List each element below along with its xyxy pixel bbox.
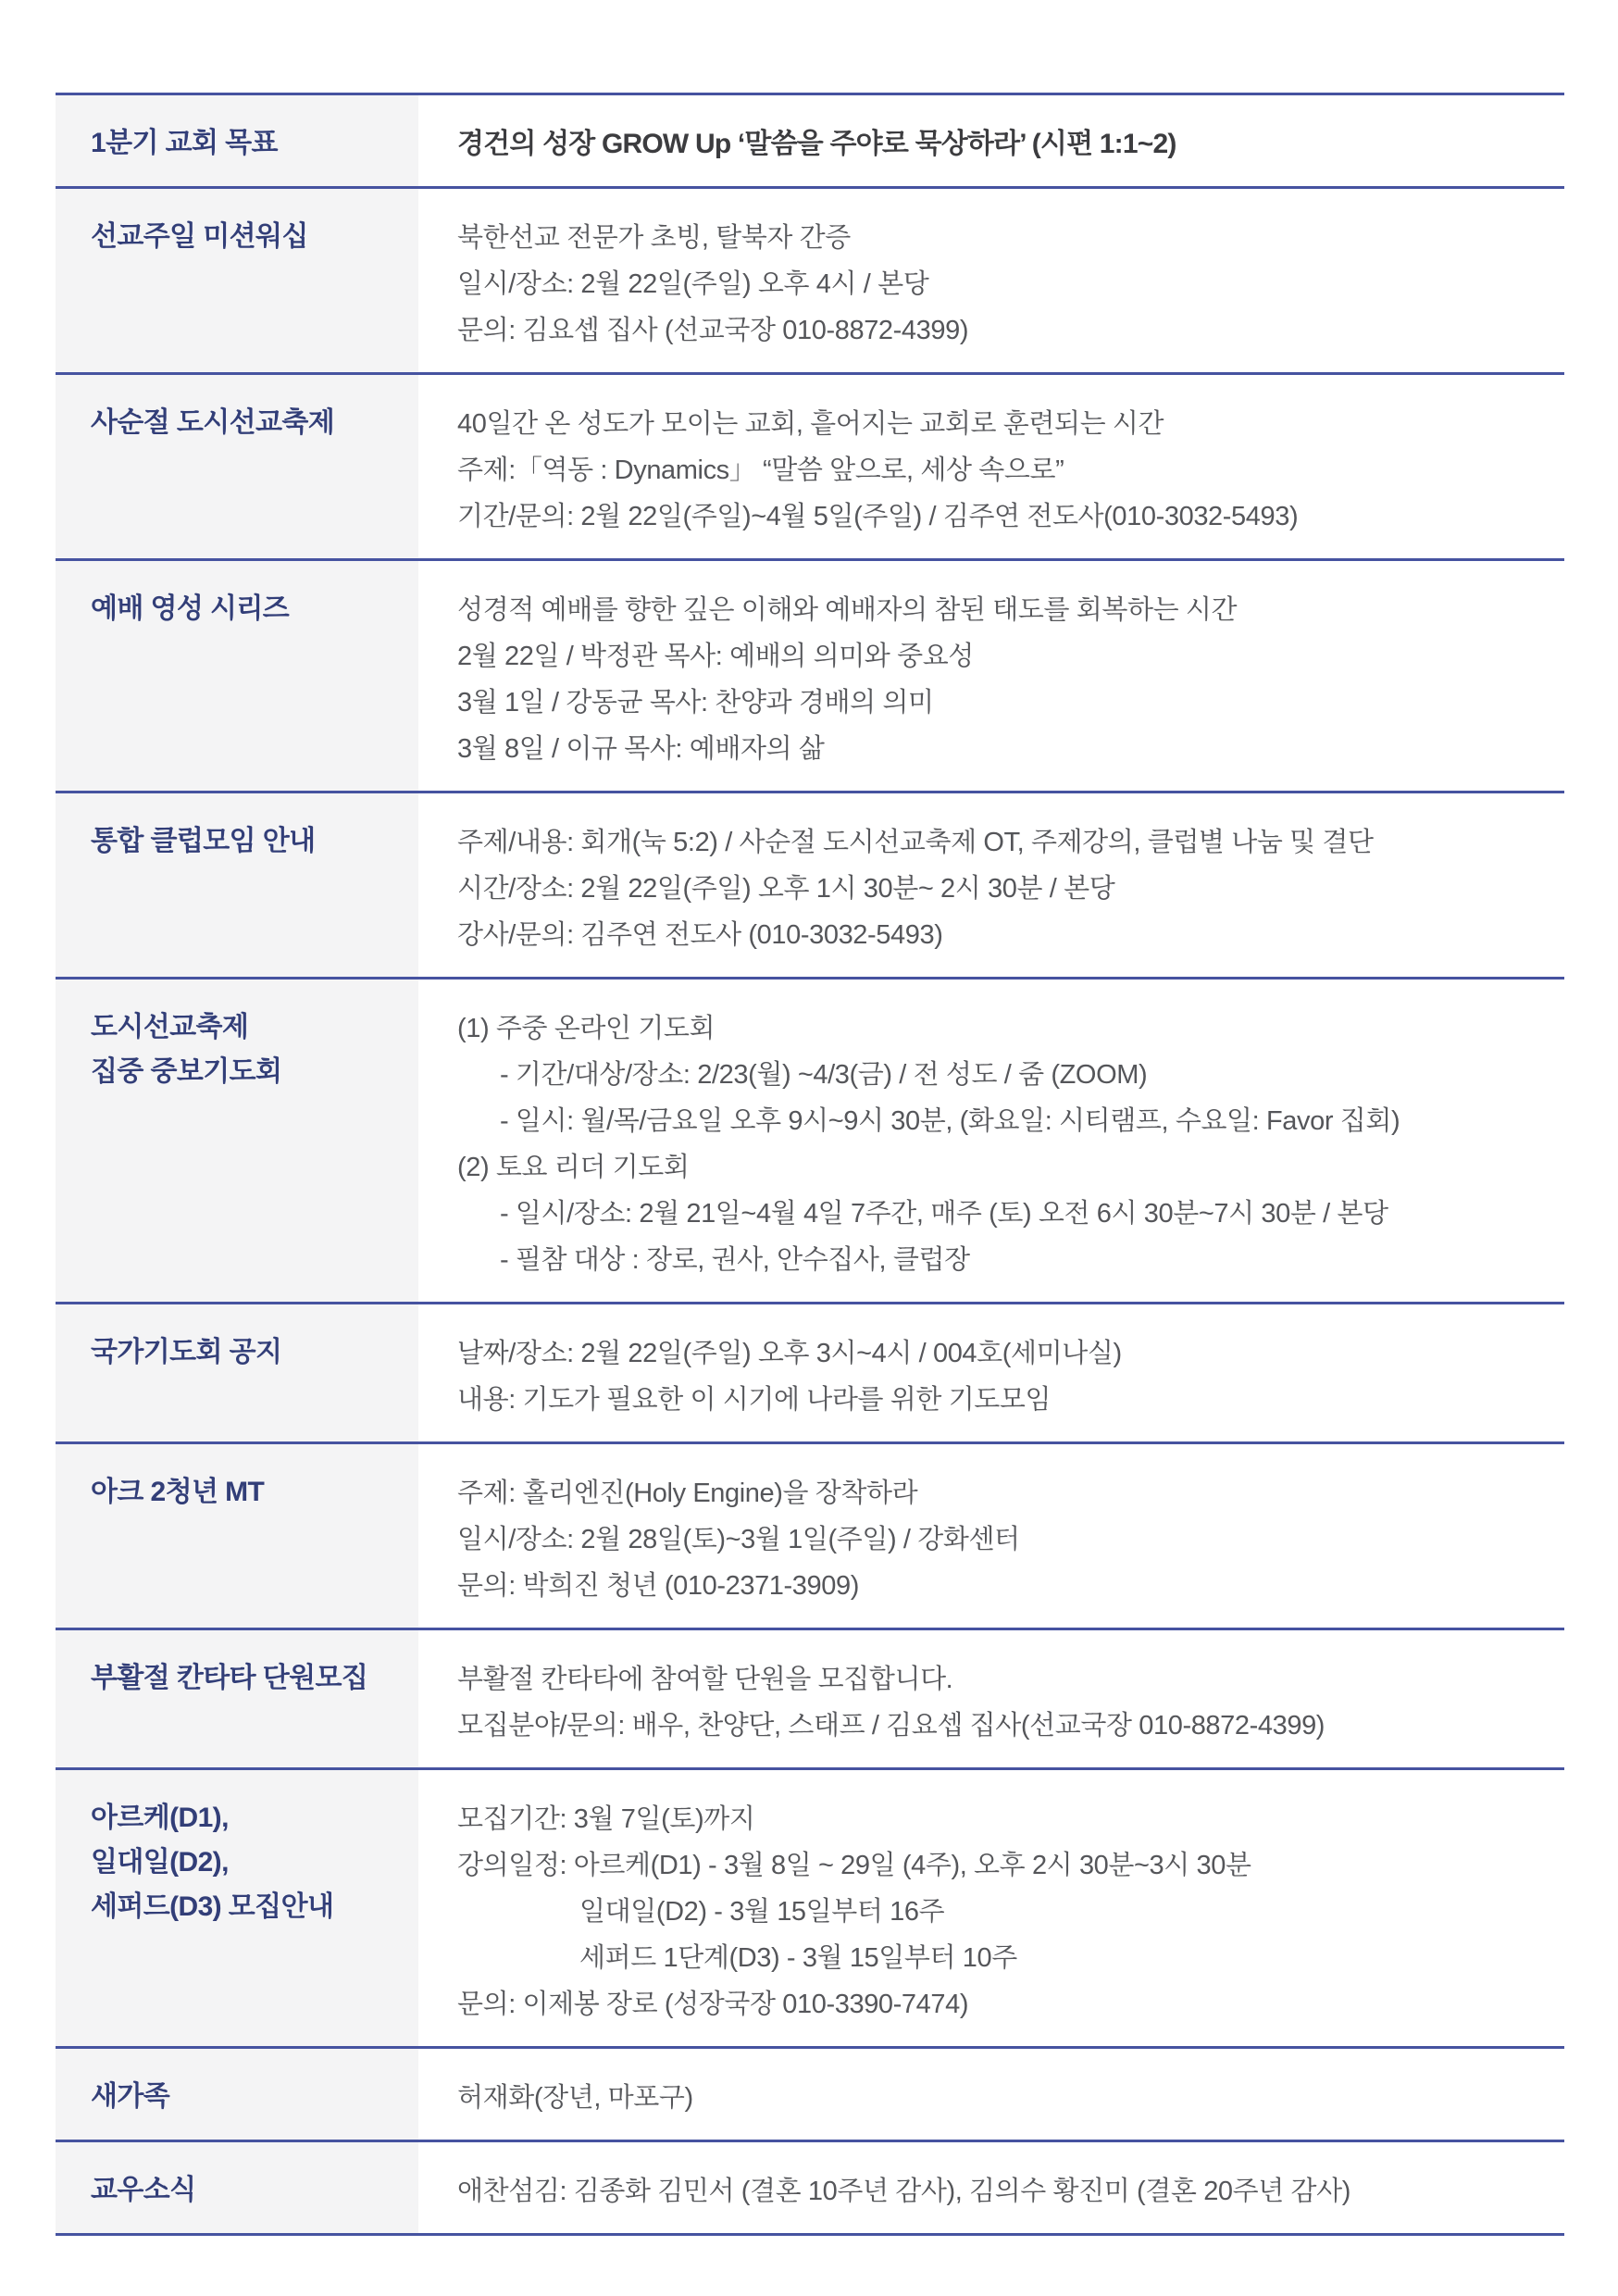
row-label-line: 부활절 칸타타 단원모집 [91, 1663, 368, 1693]
table-row [56, 980, 1564, 1304]
row-label-line: 세퍼드(D3) 모집안내 [91, 1891, 334, 1922]
row-label-line: 새가족 [91, 2081, 170, 2112]
content-line: 모집분야/문의: 배우, 찬양단, 스태프 / 김요셉 집사(선교국장 010-8872-4399) [457, 1711, 1326, 1741]
content-line: 내용: 기도가 필요한 이 시기에 나라를 위한 기도모임 [457, 1385, 1052, 1415]
content-line: 3월 1일 / 강동균 목사: 찬양과 경배의 의미 [457, 688, 934, 718]
row-label [56, 375, 418, 558]
table-row [56, 793, 1564, 980]
content-line: 2월 22일 / 박정관 목사: 예배의 의미와 중요성 [457, 642, 974, 671]
table-row [56, 189, 1564, 375]
row-content [418, 375, 1564, 558]
content-line: 문의: 김요셉 집사 (선교국장 010-8872-4399) [457, 316, 969, 345]
table-row [56, 561, 1564, 793]
row-label-line: 아크 2청년 MT [91, 1477, 265, 1507]
content-line: 주제: 홀리엔진(Holy Engine)을 장착하라 [457, 1479, 918, 1508]
row-content [418, 189, 1564, 372]
content-line: (2) 토요 리더 기도회 [457, 1153, 690, 1182]
content-line: 문의: 이제봉 장로 (성장국장 010-3390-7474) [457, 1990, 969, 2019]
content-line: 일시/장소: 2월 28일(토)~3월 1일(주일) / 강화센터 [457, 1525, 1020, 1554]
content-line: - 기간/대상/장소: 2/23(월) ~4/3(금) / 전 성도 / 줌 (ZOOM) [500, 1060, 1148, 1090]
table-row [56, 1770, 1564, 2049]
table-row [56, 1630, 1564, 1770]
content-line: 강사/문의: 김주연 전도사 (010-3032-5493) [457, 920, 943, 950]
content-line: 경건의 성장 GROW Up ‘말씀을 주야로 묵상하라’ (시편 1:1~2) [457, 129, 1176, 159]
row-label [56, 561, 418, 791]
row-label-line: 통합 클럽모임 안내 [91, 826, 316, 856]
row-label-line: 집중 중보기도회 [91, 1056, 282, 1087]
row-label [56, 2142, 418, 2233]
row-content [418, 561, 1564, 791]
row-content [418, 95, 1564, 186]
content-line: 강의일정: 아르케(D1) - 3월 8일 ~ 29일 (4주), 오후 2시 30분~3시 30분 [457, 1851, 1251, 1880]
row-label-line: 일대일(D2), [91, 1847, 229, 1878]
row-label-line: 도시선교축제 [91, 1012, 249, 1042]
row-content [418, 793, 1564, 977]
content-line: 북한선교 전문가 초빙, 탈북자 간증 [457, 223, 851, 253]
content-line: 주제/내용: 회개(눅 5:2) / 사순절 도시선교축제 OT, 주제강의, 클럽별 나눔 및 결단 [457, 828, 1374, 857]
content-line: 일대일(D2) - 3월 15일부터 16주 [579, 1897, 945, 1927]
row-label [56, 1444, 418, 1628]
content-line: 40일간 온 성도가 모이는 교회, 흩어지는 교회로 훈련되는 시간 [457, 409, 1164, 439]
row-label-line: 예배 영성 시리즈 [91, 593, 290, 624]
content-line: 애찬섬김: 김종화 김민서 (결혼 10주년 감사), 김의수 황진미 (결혼 20주년 감사) [457, 2177, 1351, 2206]
content-line: 3월 8일 / 이규 목사: 예배자의 삶 [457, 734, 825, 764]
content-line: 시간/장소: 2월 22일(주일) 오후 1시 30분~ 2시 30분 / 본당 [457, 874, 1115, 904]
row-content [418, 1630, 1564, 1767]
row-label [56, 189, 418, 372]
content-line: - 일시/장소: 2월 21일~4월 4일 7주간, 매주 (토) 오전 6시 30분~7시 30분 / 본당 [500, 1199, 1388, 1229]
content-line: 허재화(장년, 마포구) [457, 2083, 693, 2113]
row-label-line: 아르케(D1), [91, 1803, 229, 1833]
table-row [56, 1444, 1564, 1630]
content-line: 부활절 칸타타에 참여할 단원을 모집합니다. [457, 1665, 953, 1694]
row-label [56, 95, 418, 186]
content-line: 성경적 예배를 향한 깊은 이해와 예배자의 참된 태도를 회복하는 시간 [457, 595, 1238, 625]
row-label-line: 사순절 도시선교축제 [91, 407, 335, 438]
row-label [56, 1630, 418, 1767]
table-row [56, 95, 1564, 189]
row-label-line: 교우소식 [91, 2175, 196, 2205]
content-line: - 필참 대상 : 장로, 권사, 안수집사, 클럽장 [500, 1245, 970, 1275]
row-label [56, 793, 418, 977]
row-label-line: 선교주일 미션워십 [91, 221, 308, 252]
content-line: 날짜/장소: 2월 22일(주일) 오후 3시~4시 / 004호(세미나실) [457, 1339, 1122, 1368]
row-content [418, 1770, 1564, 2046]
content-line: 기간/문의: 2월 22일(주일)~4월 5일(주일) / 김주연 전도사(010-3032-5493) [457, 502, 1299, 531]
announcement-table [56, 93, 1564, 2236]
content-line: 문의: 박희진 청년 (010-2371-3909) [457, 1571, 859, 1601]
row-label [56, 1304, 418, 1441]
row-label-line: 국가기도회 공지 [91, 1337, 282, 1367]
row-content [418, 2049, 1564, 2140]
row-content [418, 1444, 1564, 1628]
content-line: 세퍼드 1단계(D3) - 3월 15일부터 10주 [579, 1943, 1017, 1973]
table-row [56, 2049, 1564, 2142]
row-label [56, 980, 418, 1302]
content-line: (1) 주중 온라인 기도회 [457, 1014, 716, 1043]
table-row [56, 375, 1564, 561]
content-line: 주제:「역동 : Dynamics」 “말씀 앞으로, 세상 속으로” [457, 455, 1064, 485]
row-content [418, 1304, 1564, 1441]
content-line: - 일시: 월/목/금요일 오후 9시~9시 30분, (화요일: 시티램프, 수요일: Favor 집회) [500, 1106, 1400, 1136]
row-label [56, 1770, 418, 2046]
content-line: 일시/장소: 2월 22일(주일) 오후 4시 / 본당 [457, 269, 929, 299]
row-content [418, 2142, 1564, 2233]
row-label-line: 1분기 교회 목표 [91, 128, 278, 158]
row-content [418, 980, 1564, 1302]
content-line: 모집기간: 3월 7일(토)까지 [457, 1804, 755, 1834]
table-row [56, 1304, 1564, 1444]
table-row [56, 2142, 1564, 2236]
row-label [56, 2049, 418, 2140]
